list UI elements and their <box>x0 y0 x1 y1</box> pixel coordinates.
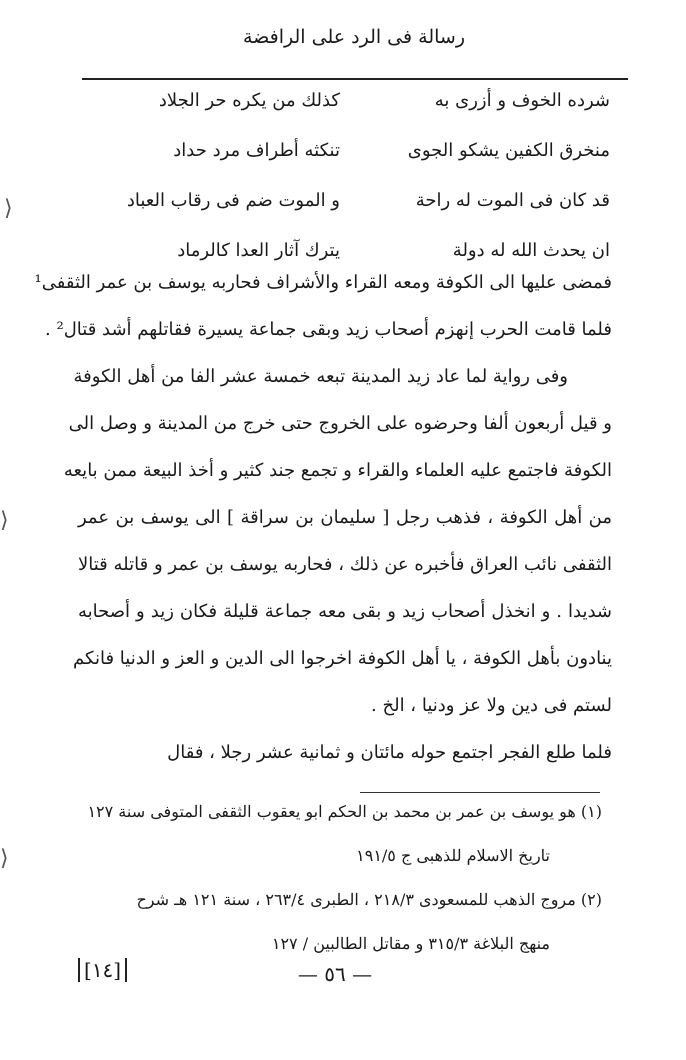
body-line: فلما طلع الفجر اجتمع حوله مائتان و ثمانية عشر رجلا ، فقال <box>167 742 612 763</box>
body-line: فمضى عليها الى الكوفة ومعه القراء والأشراف فحاربه يوسف بن عمر الثقفى¹ <box>34 272 612 293</box>
poem-verse <box>100 186 610 236</box>
poem-verse <box>100 86 610 136</box>
body-line: الثقفى نائب العراق فأخبره عن ذلك ، فحاربه يوسف بن عمر و قاتله قتالا <box>78 554 612 575</box>
running-header: رسالة فى الرد على الرافضة <box>243 26 465 48</box>
signature-mark: [١٤] <box>78 958 127 982</box>
body-line: من أهل الكوفة ، فذهب رجل [ سليمان بن سراقة ] الى يوسف بن عمر <box>78 507 612 528</box>
footnote-line: تاريخ الاسلام للذهبى ج ١٩١/٥ <box>356 846 550 865</box>
footnote-rule <box>360 792 600 793</box>
body-line: ينادون بأهل الكوفة ، يا أهل الكوفة اخرجوا الى الدين و العز و الدنيا فانكم <box>73 648 612 669</box>
verse-first-hemistich: شرده الخوف و أزرى به <box>434 90 610 111</box>
footnote-line: منهج البلاغة ٣١٥/٣ و مقاتل الطالبين / ١٢٧ <box>271 934 550 953</box>
body-line: و قيل أربعون ألفا وحرضوه على الخروج حتى خرج من المدينة و وصل الى <box>68 413 612 434</box>
verse-second-hemistich: و الموت ضم فى رقاب العباد <box>126 190 340 211</box>
body-line: الكوفة فاجتمع عليه العلماء والقراء و تجمع جند كثير و أخذ البيعة ممن بايعه <box>63 460 612 481</box>
body-line: فلما قامت الحرب إنهزم أصحاب زيد وبقى جماعة يسيرة فقاتلهم أشد قتال² . <box>45 319 612 340</box>
verse-second-hemistich: يترك آثار العدا كالرماد <box>177 240 340 261</box>
binding-mark-icon: ⟩ <box>0 846 9 871</box>
header-rule <box>82 78 628 80</box>
page-number: — ٥٦ — <box>297 962 373 986</box>
body-text <box>34 272 612 789</box>
verse-second-hemistich: كذلك من يكره حر الجلاد <box>158 90 340 111</box>
footnote-line: (١) هو يوسف بن عمر بن محمد بن الحكم ابو يعقوب الثقفى المتوفى سنة ١٢٧ <box>87 802 602 821</box>
verse-first-hemistich: ان يحدث الله له دولة <box>452 240 610 261</box>
poem <box>100 86 610 286</box>
body-line: شديدا . و انخذل أصحاب زيد و بقى معه جماعة قليلة فكان زيد و أصحابه <box>78 601 612 622</box>
binding-mark-icon: ⟩ <box>4 196 13 221</box>
binding-mark-icon: ⟩ <box>0 508 9 533</box>
footnote-line: (٢) مروج الذهب للمسعودى ٢١٨/٣ ، الطبرى ٢٦٣/٤ ، سنة ١٢١ هـ شرح <box>136 890 602 909</box>
verse-first-hemistich: منخرق الكفين يشكو الجوى <box>407 140 610 161</box>
body-line: وفى رواية لما عاد زيد المدينة تبعه خمسة عشر الفا من أهل الكوفة <box>73 366 568 387</box>
verse-second-hemistich: تنكثه أطراف مرد حداد <box>173 140 340 161</box>
poem-verse <box>100 136 610 186</box>
footnotes <box>68 802 602 978</box>
verse-first-hemistich: قد كان فى الموت له راحة <box>415 190 610 211</box>
body-line: لستم فى دين ولا عز ودنيا ، الخ . <box>371 695 612 716</box>
